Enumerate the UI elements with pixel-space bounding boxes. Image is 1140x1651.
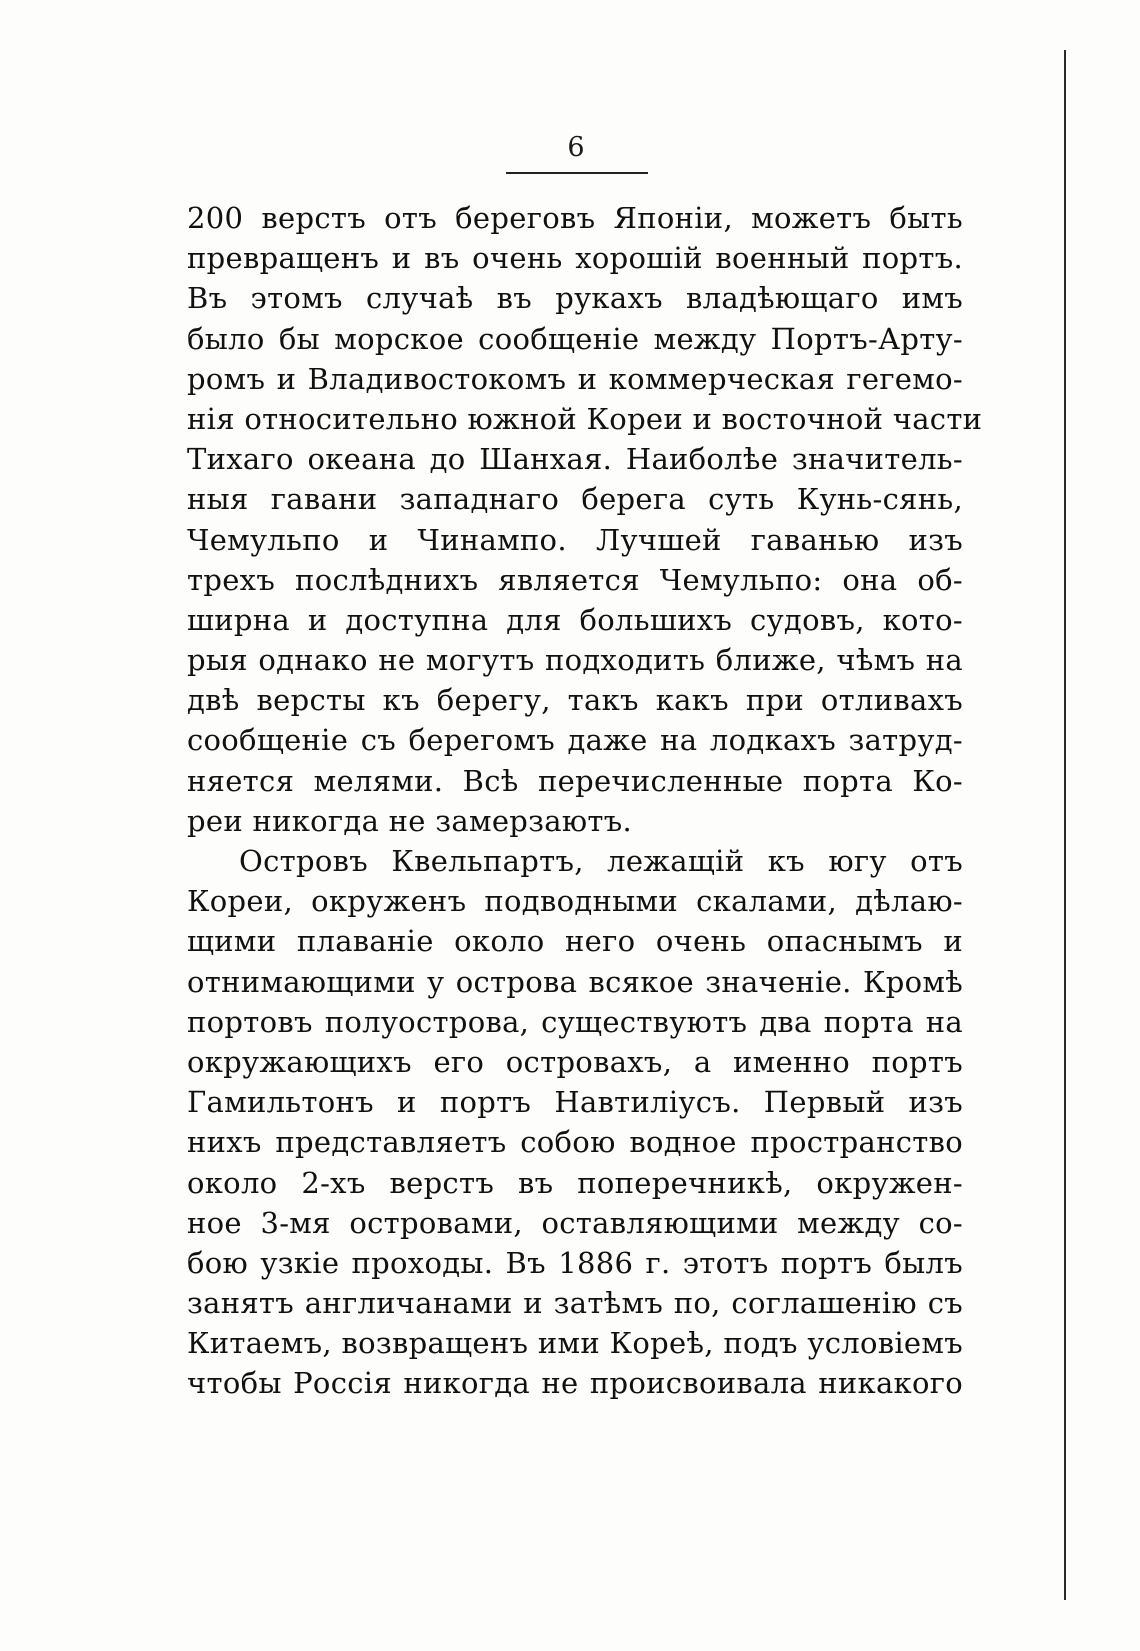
text-line: ромъ и Владивостокомъ и коммерческая гегемо- bbox=[187, 361, 963, 396]
text-line: окружающихъ его островахъ, а именно портъ bbox=[187, 1044, 963, 1079]
text-line: 200 верстъ отъ береговъ Японіи, можетъ быть bbox=[187, 201, 963, 235]
text-line: превращенъ и въ очень хорошій военный портъ. bbox=[187, 241, 963, 276]
page-number-rule bbox=[506, 172, 648, 174]
text-line: нія относительно южной Кореи и восточной части bbox=[187, 401, 983, 436]
text-line: Чемульпо и Чинампо. Лучшей гаванью изъ bbox=[187, 522, 963, 557]
text-line: занятъ англичанами и затѣмъ по, соглашенію съ bbox=[187, 1286, 963, 1321]
text-line: чтобы Россія никогда не происвоивала никакого bbox=[187, 1366, 963, 1401]
text-line: Гамильтонъ и портъ Навтиліусъ. Первый изъ bbox=[187, 1085, 963, 1120]
text-line: трехъ послѣднихъ является Чемульпо: она об- bbox=[187, 562, 963, 597]
text-line: сообщеніе съ берегомъ даже на лодкахъ затруд- bbox=[187, 723, 963, 758]
page-edge-line bbox=[1064, 50, 1066, 1600]
text-line: ныя гавани западнаго берега суть Кунь-сянь, bbox=[187, 482, 963, 517]
paragraph-first-line: Островъ Квельпартъ, лежащій къ югу отъ bbox=[239, 844, 963, 878]
text-line: нихъ представляетъ собою водное пространство bbox=[187, 1125, 963, 1160]
text-line: двѣ версты къ берегу, такъ какъ при отливахъ bbox=[187, 683, 963, 718]
text-line: ное 3-мя островами, оставляющими между со- bbox=[187, 1205, 963, 1240]
text-line: Въ этомъ случаѣ въ рукахъ владѣющаго имъ bbox=[187, 281, 963, 316]
text-line: было бы морское сообщеніе между Портъ-Арту- bbox=[187, 321, 963, 356]
text-line: Тихаго океана до Шанхая. Наиболѣе значитель- bbox=[187, 442, 963, 477]
text-line: отнимающими у острова всякое значеніе. Кромѣ bbox=[187, 964, 963, 999]
text-line: портовъ полуострова, существуютъ два порта на bbox=[187, 1004, 963, 1039]
text-line: около 2-хъ верстъ въ поперечникѣ, окружен- bbox=[187, 1165, 963, 1200]
text-line: рыя однако не могутъ подходить ближе, чѣмъ на bbox=[187, 643, 963, 678]
page-number: 6 bbox=[567, 132, 585, 163]
text-line: Китаемъ, возвращенъ ими Кореѣ, подъ условіемъ bbox=[187, 1326, 963, 1361]
text-line: Кореи, окруженъ подводными скалами, дѣлаю- bbox=[187, 884, 963, 919]
text-line: щими плаваніе около него очень опаснымъ и bbox=[187, 924, 963, 959]
text-line: бою узкіе проходы. Въ 1886 г. этотъ портъ былъ bbox=[187, 1245, 963, 1280]
paragraph-last-line: реи никогда не замерзаютъ. bbox=[187, 803, 633, 838]
body-text bbox=[187, 198, 983, 1404]
text-line: ширна и доступна для большихъ судовъ, кото- bbox=[187, 602, 963, 637]
text-line: няется мелями. Всѣ перечисленные порта Ко- bbox=[187, 763, 963, 798]
